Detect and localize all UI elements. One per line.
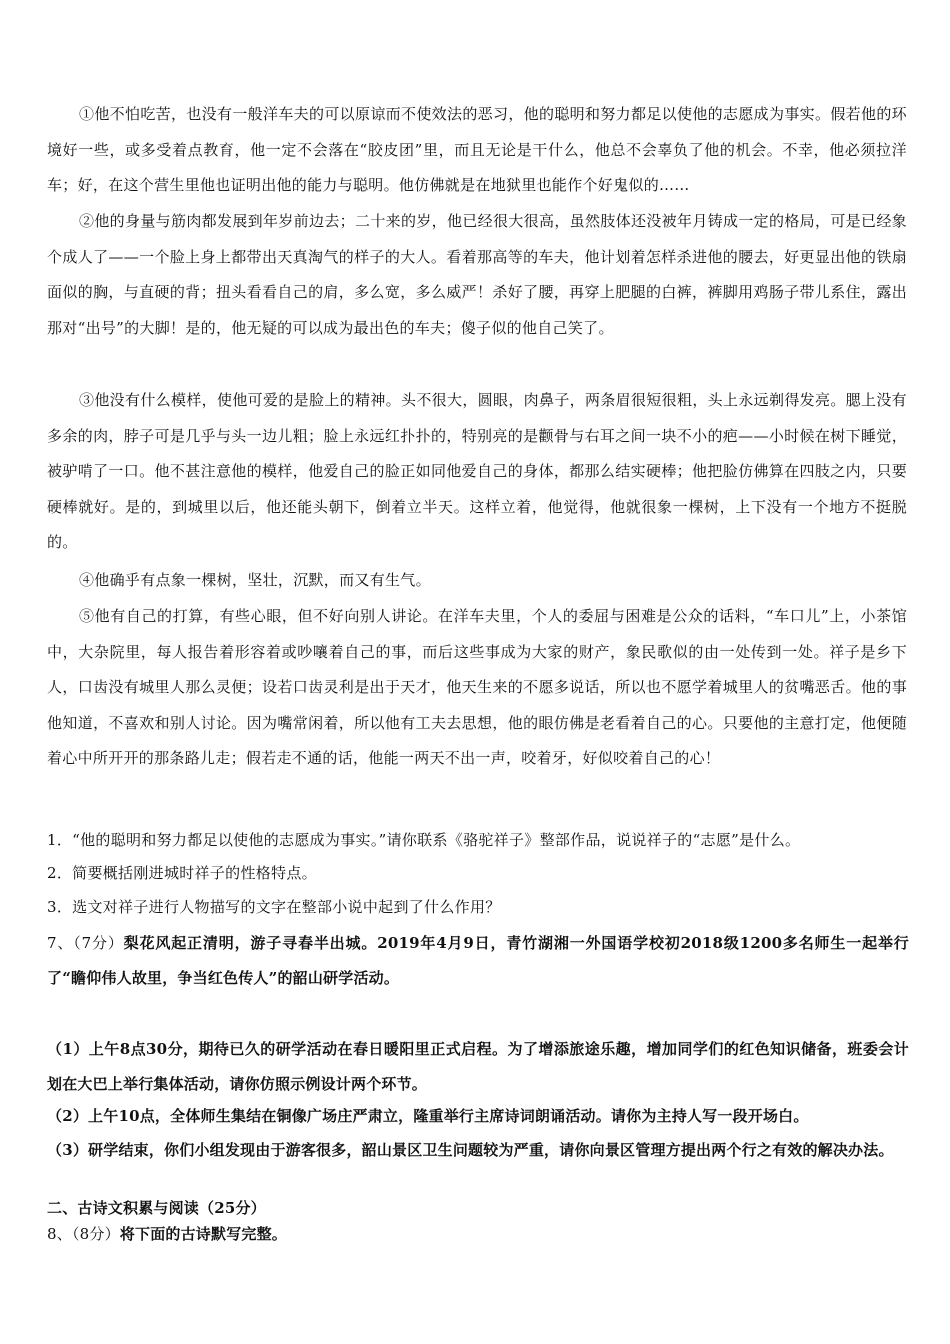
passage-paragraph-2: ②他的身量与筋肉都发展到年岁前边去；二十来的岁，他已经很大很高，虽然肢体还没被年月铸成一定的格局，可是已经象个成人了——一个脸上身上都带出天真淘气的样子的大人。看着那高等的车夫，他计划着怎样杀进他的腰去，好更显出他的铁扇面似的胸，与直硬的背；扭头看看自己的肩，多么宽，多么威严！杀好了腰，再穿上肥腿的白裤，裤脚用鸡肠子带儿系住，露出那对“出号”的大脚！是的，他无疑的可以成为最出色的车夫；傻子似的他自己笑了。 (47, 212, 907, 337)
question-7-sub-3-text: 研学结束，你们小组发现由于游客很多，韶山景区卫生问题较为严重，请你向景区管理方提出两个行之有效的解决办法。 (88, 1141, 894, 1159)
question-7-sub-1 (47, 1032, 909, 1102)
question-8-number: 8、（8分） (47, 1225, 120, 1243)
question-7-sub-3-number: （3） (47, 1141, 89, 1159)
question-7-number: 7、（7分） (47, 934, 124, 952)
section-2-title: 二、古诗文积累与阅读（25分） (47, 1199, 266, 1217)
question-7-sub-2-text: 上午10点，全体师生集结在铜像广场庄严肃立，隆重举行主席诗词朗诵活动。请你为主持人写一段开场白。 (88, 1107, 809, 1125)
passage-paragraph-4: ④他确乎有点象一棵树，坚壮，沉默，而又有生气。 (79, 571, 431, 589)
question-7-sub-3 (47, 1133, 909, 1168)
passage-paragraph-5: ⑤他有自己的打算，有些心眼，但不好向别人讲论。在洋车夫里，个人的委屈与困难是公众的话料，“车口儿”上，小茶馆中，大杂院里，每人报告着形容着或吵嚷着自己的事，而后这些事成为大家的财产，象民歌似的由一处传到一处。祥子是乡下人，口齿没有城里人那么灵便；设若口齿灵利是出于天才，他天生来的不愿多说话，所以也不愿学着城里人的贫嘴恶舌。他的事他知道，不喜欢和别人讨论。因为嘴常闲着，所以他有工夫去思想，他的眼仿佛是老看着自己的心。只要他的主意打定，他便随着心中所开开的那条路儿走；假若走不通的话，他能一两天不出一声，咬着牙，好似咬着自己的心！ (47, 607, 907, 767)
passage-paragraph-3: ③他没有什么模样，使他可爱的是脸上的精神。头不很大，圆眼，肉鼻子，两条眉很短很粗，头上永远剃得发亮。腮上没有多余的肉，脖子可是几乎与头一边儿粗；脸上永远红扑扑的，特别亮的是颧骨与右耳之间一块不小的疤——小时候在树下睡觉，被驴啃了一口。他不甚注意他的模样，他爱自己的脸正如同他爱自己的身体，都那么结实硬棒；他把脸仿佛算在四肢之内，只要硬棒就好。是的，到城里以后，他还能头朝下，倒着立半天。这样立着，他觉得，他就很象一棵树，上下没有一个地方不挺脱的。 (47, 391, 907, 551)
question-7-sub-2-number: （2） (47, 1107, 89, 1125)
question-2: 2．简要概括刚进城时祥子的性格特点。 (47, 864, 317, 882)
question-3: 3．选文对祥子进行人物描写的文字在整部小说中起到了什么作用？ (47, 898, 501, 916)
question-7-sub-2 (47, 1099, 909, 1134)
question-7-sub-1-number: （1） (47, 1040, 89, 1058)
question-7-intro-text: 梨花风起正清明，游子寻春半出城。2019年4月9日，青竹湖湘一外国语学校初2018级1200多名师生一起举行了“瞻仰伟人故里，争当红色传人”的韶山研学活动。 (47, 934, 909, 987)
question-8-text: 将下面的古诗默写完整。 (119, 1225, 287, 1243)
question-7-sub-1-text: 上午8点30分，期待已久的研学活动在春日暖阳里正式启程。为了增添旅途乐趣，增加同学们的红色知识储备，班委会计划在大巴上举行集体活动，请你仿照示例设计两个环节。 (47, 1040, 909, 1093)
passage-paragraph-1: ①他不怕吃苦，也没有一般洋车夫的可以原谅而不使效法的恶习，他的聪明和努力都足以使他的志愿成为事实。假若他的环境好一些，或多受着点教育，他一定不会落在“胶皮团”里，而且无论是干什么，他总不会辜负了他的机会。不幸，他必须拉洋车；好，在这个营生里他也证明出他的能力与聪明。他仿佛就是在地狱里也能作个好鬼似的…… (47, 105, 907, 194)
question-7-intro (47, 926, 909, 996)
question-1: 1．“他的聪明和努力都足以使他的志愿成为事实。”请你联系《骆驼祥子》整部作品，说说祥子的“志愿”是什么。 (47, 831, 801, 849)
question-8 (47, 1222, 909, 1246)
